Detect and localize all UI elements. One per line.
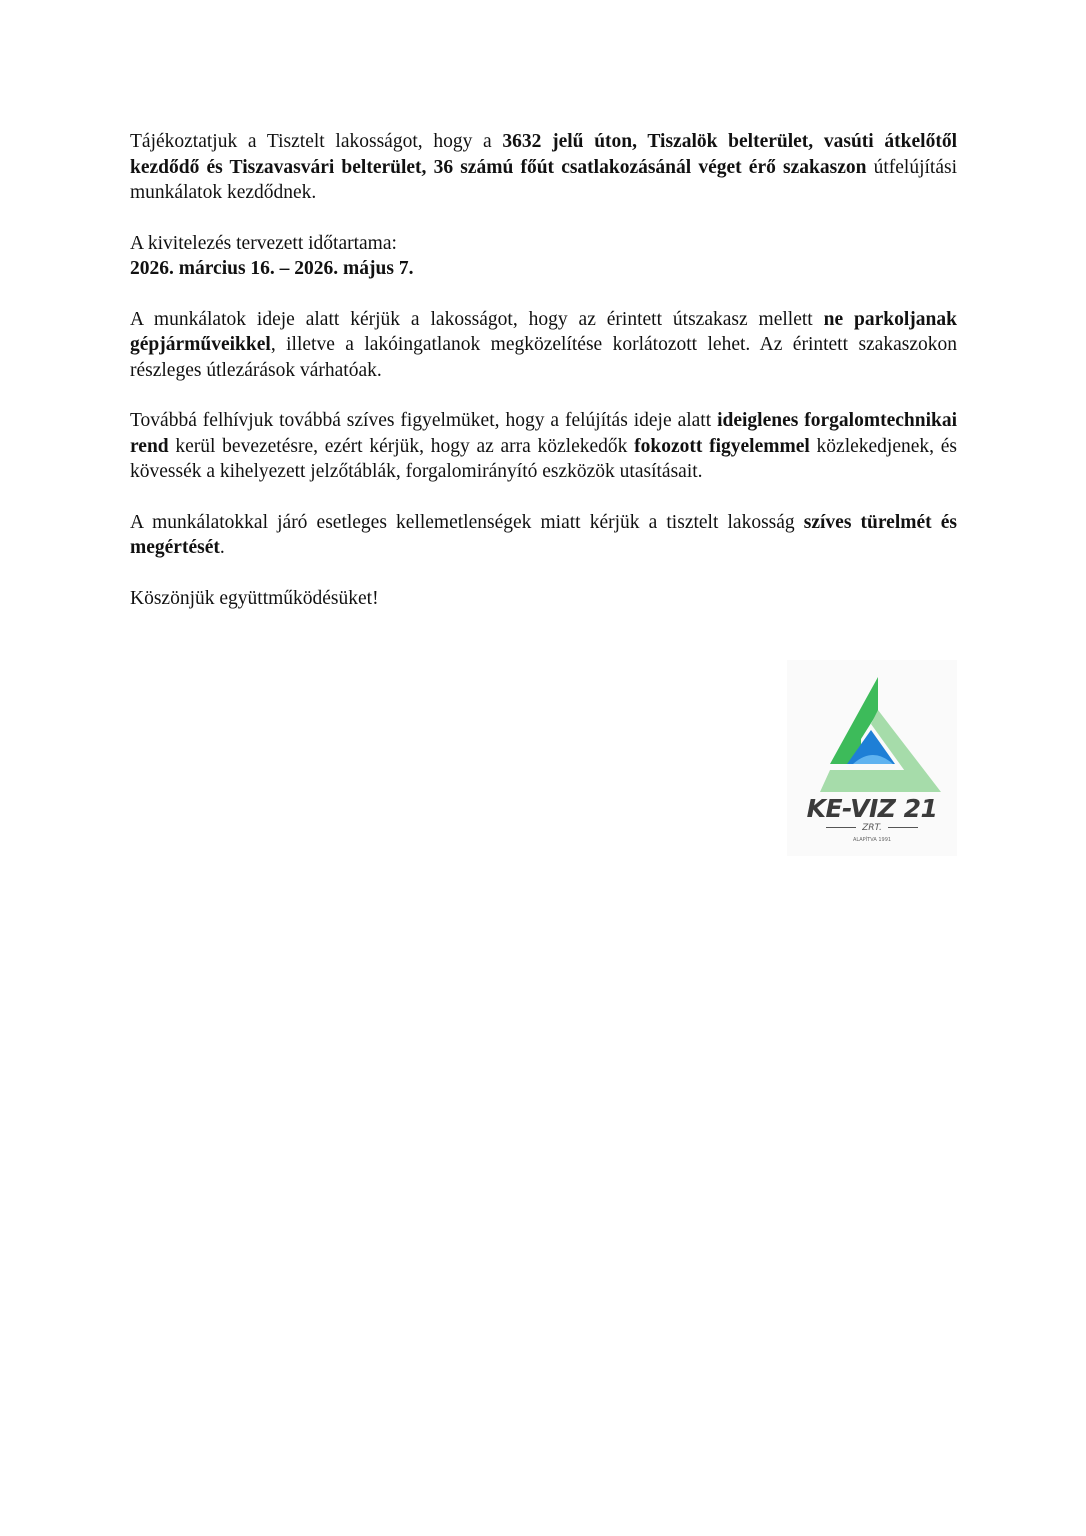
no-parking-bold: ne parkoljanak gépjárműveikkel xyxy=(130,308,957,355)
road-section-bold: 3632 jelű úton, Tiszalök belterület, vasúti átkelőtől kezdődő és Tiszavasvári belterület, 36 számú főút csatlakozásánál véget érő szakaszon xyxy=(130,131,957,178)
traffic-text-mid: kerül bevezetésre, ezért kérjük, hogy az arra közlekedők xyxy=(168,435,635,457)
temporary-traffic-bold: ideiglenes forgalomtechnikai rend xyxy=(130,410,957,457)
logo-subtitle xyxy=(787,823,957,833)
traffic-text-end: közlekedjenek, és kövessék a kihelyezett jelzőtáblák, forgalomirányító eszközök utasításait. xyxy=(130,435,957,482)
paragraph-traffic xyxy=(130,408,957,485)
duration-label: A kivitelezés tervezett időtartama: xyxy=(130,232,397,254)
logo-established: ALAPÍTVA 1991 xyxy=(852,837,892,843)
logo-company-type: ZRT. xyxy=(862,823,882,833)
company-logo xyxy=(787,660,957,856)
apology-text-end: . xyxy=(219,537,225,558)
paragraph-intro xyxy=(130,129,957,206)
logo-wordmark: KE-VIZ 21 xyxy=(806,794,938,823)
attention-bold: fokozott figyelemmel xyxy=(634,435,810,457)
intro-text-end: útfelújítási munkálatok kezdődnek. xyxy=(130,156,958,203)
notice-body xyxy=(130,129,957,636)
patience-bold: szíves türelmét és megértését xyxy=(130,511,957,558)
paragraph-apology xyxy=(130,510,957,561)
parking-text: A munkálatok ideje alatt kérjük a lakosságot, hogy az érintett útszakasz mellett xyxy=(130,308,824,330)
paragraph-parking xyxy=(130,307,957,384)
intro-text: Tájékoztatjuk a Tisztelt lakosságot, hogy a xyxy=(130,131,503,152)
left-rule xyxy=(826,827,856,828)
parking-text-end: , illetve a lakóingatlanok megközelítése korlátozott lehet. Az érintett szakaszokon részleges útlezárások várhatóak. xyxy=(130,334,957,381)
triangle-logo-icon xyxy=(787,660,957,795)
paragraph-duration xyxy=(130,231,957,282)
paragraph-thanks: Köszönjük együttműködésüket! xyxy=(130,587,379,609)
right-rule xyxy=(888,827,918,828)
duration-dates: 2026. március 16. – 2026. május 7. xyxy=(130,258,414,279)
apology-text: A munkálatokkal járó esetleges kellemetlenségek miatt kérjük a tisztelt lakosság xyxy=(130,511,804,533)
traffic-text: Továbbá felhívjuk továbbá szíves figyelmüket, hogy a felújítás ideje alatt xyxy=(130,410,718,431)
